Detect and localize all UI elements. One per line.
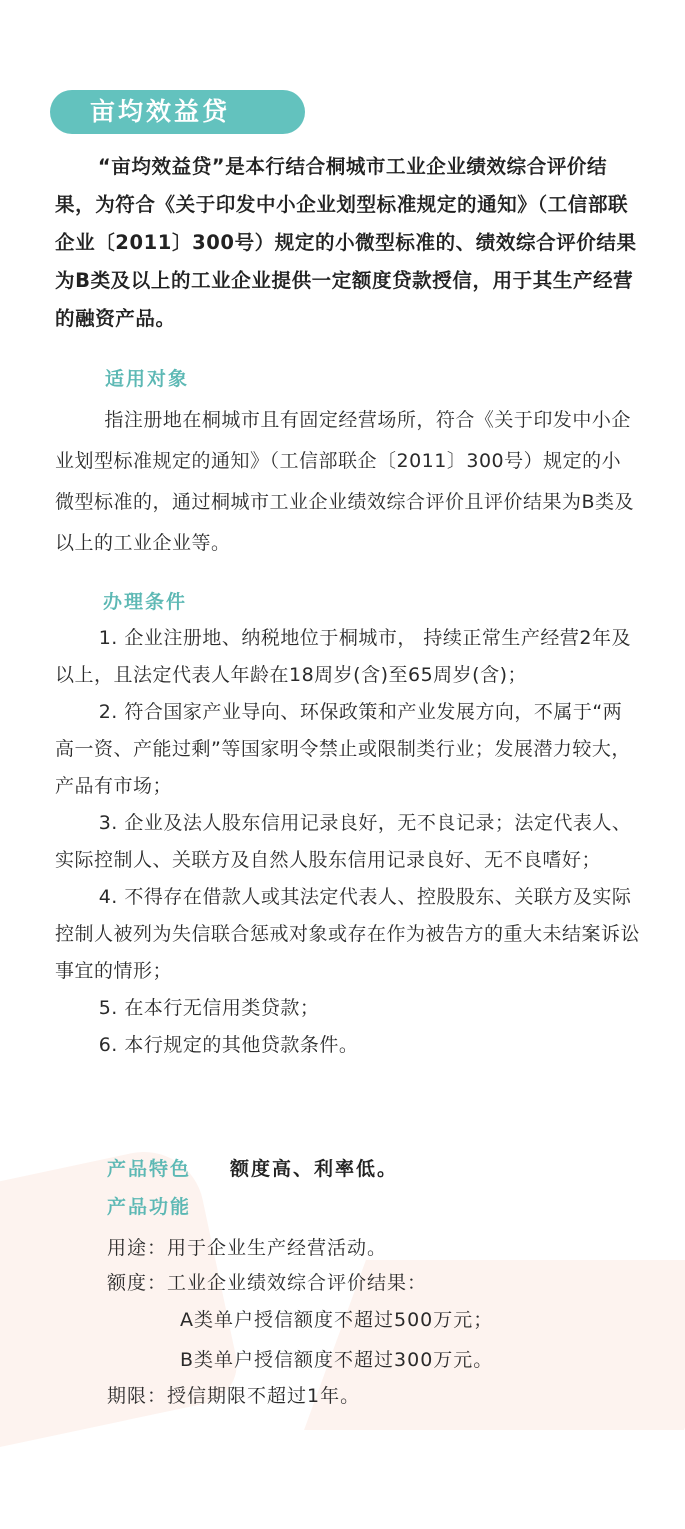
features-label: 产品特色: [107, 1158, 192, 1180]
condition-item: 5. 在本行无信用类贷款；: [98, 997, 320, 1019]
function-purpose: 用途：用于企业生产经营活动。: [107, 1237, 388, 1259]
applicable-text: 指注册地在桐城市且有固定经营场所，符合《关于印发中小企业划型标准规定的通知》（工信部联企〔2011〕300号）规定的小微型标准的，通过桐城市工业企业绩效综合评价且评价结果为B类及以上的工业企业等。: [55, 409, 635, 554]
function-amount-b: B类单户授信额度不超过300万元。: [180, 1349, 494, 1371]
conditions-list: [55, 620, 640, 1064]
functions-label: 产品功能: [107, 1196, 192, 1218]
applicable-label: 适用对象: [105, 368, 190, 390]
function-term: 期限：授信期限不超过1年。: [107, 1385, 361, 1407]
condition-item: 2. 符合国家产业导向、环保政策和产业发展方向，不属于“两高一资、产能过剩”等国家明令禁止或限制类行业；发展潜力较大，产品有市场；: [55, 701, 631, 797]
product-intro: “亩均效益贷”是本行结合桐城市工业企业绩效综合评价结果，为符合《关于印发中小企业划型标准规定的通知》（工信部联企业〔2011〕300号）规定的小微型标准的、绩效综合评价结果为B类及以上的工业企业提供一定额度贷款授信，用于其生产经营的融资产品。: [55, 155, 637, 330]
product-title-badge: 亩均效益贷: [50, 90, 305, 134]
function-amount: 额度：工业企业绩效综合评价结果：: [107, 1272, 428, 1294]
condition-item: 4. 不得存在借款人或其法定代表人、控股股东、关联方及实际控制人被列为失信联合惩戒对象或存在作为被告方的重大未结案诉讼事宜的情形；: [55, 886, 641, 982]
function-amount-a: A类单户授信额度不超过500万元；: [180, 1309, 494, 1331]
condition-item: 3. 企业及法人股东信用记录良好，无不良记录；法定代表人、实际控制人、关联方及自然人股东信用记录良好、无不良嗜好；: [55, 812, 632, 871]
condition-item: 6. 本行规定的其他贷款条件。: [98, 1034, 359, 1056]
condition-item: 1. 企业注册地、纳税地位于桐城市， 持续正常生产经营2年及以上，且法定代表人年龄在18周岁(含)至65周岁(含)；: [55, 627, 631, 686]
conditions-label: 办理条件: [103, 591, 188, 613]
features-value: 额度高、利率低。: [230, 1158, 399, 1180]
